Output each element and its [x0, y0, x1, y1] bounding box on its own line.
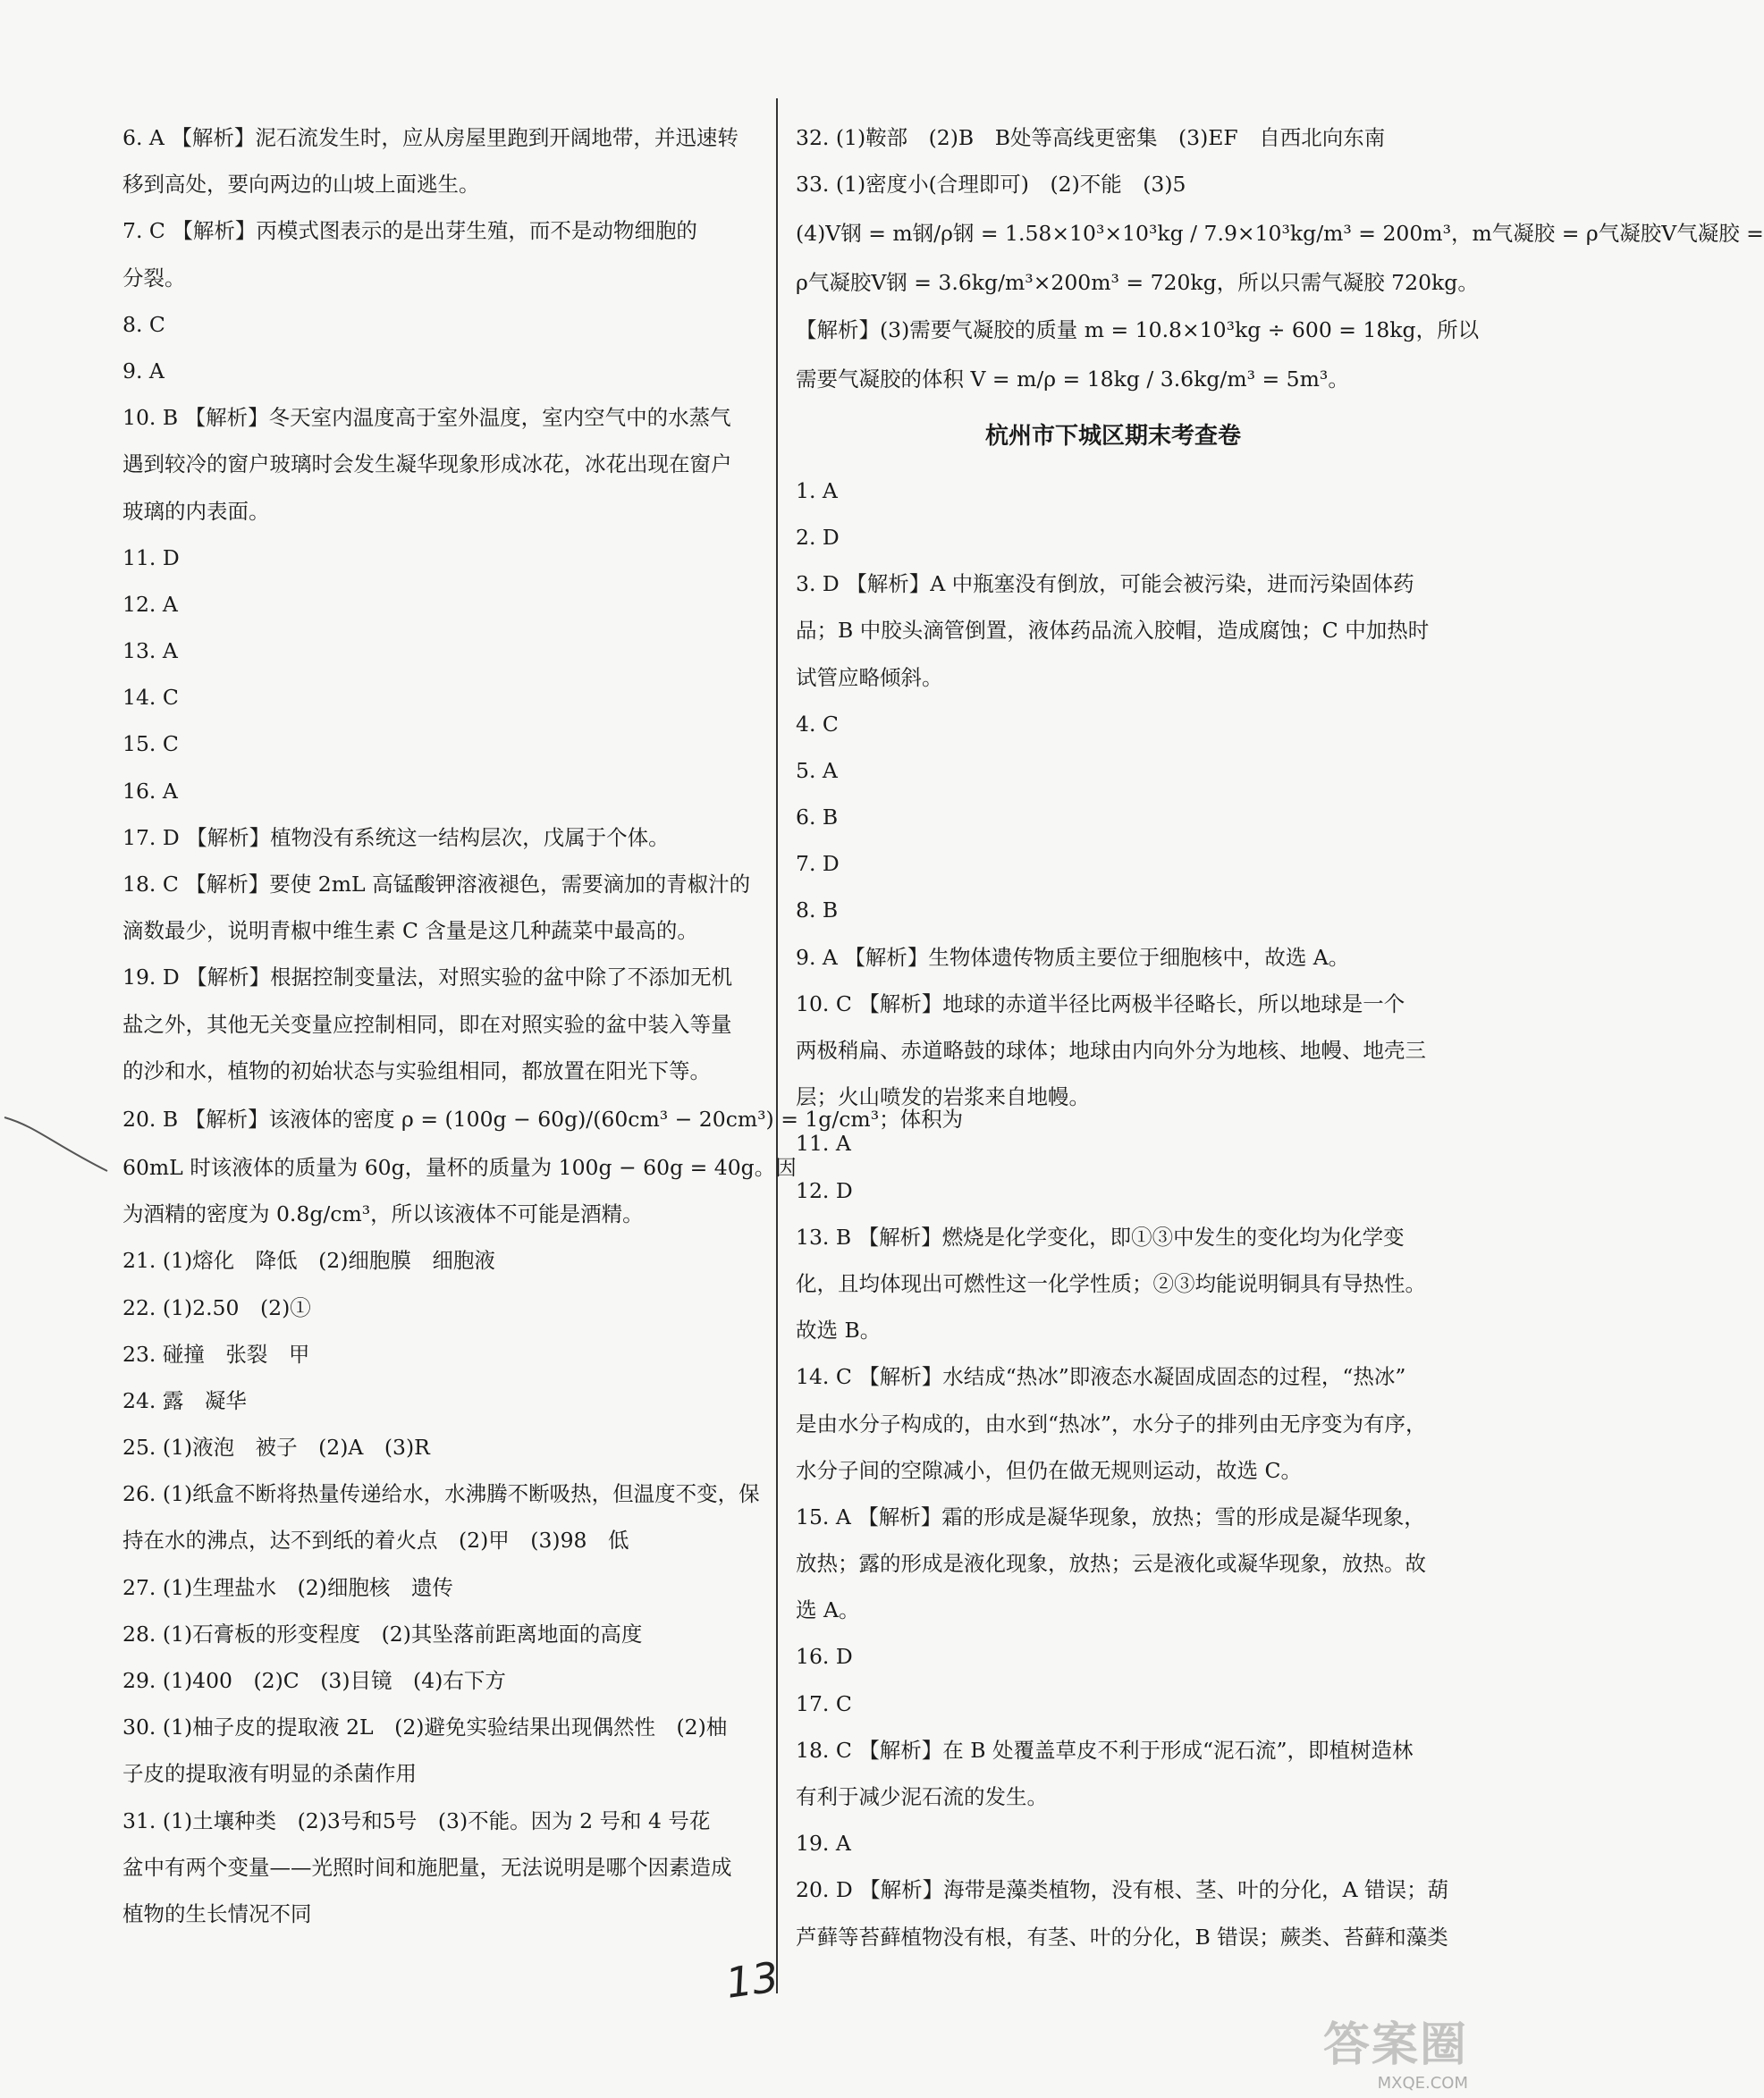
answer-line: 10. C 【解析】地球的赤道半径比两极半径略长，所以地球是一个 — [796, 990, 1405, 1016]
answer-line: 15. C — [122, 731, 179, 757]
answer-line: 盆中有两个变量——光照时间和施肥量，无法说明是哪个因素造成 — [122, 1854, 732, 1880]
answer-line: 13. A — [122, 638, 178, 664]
answer-line: 是由水分子构成的，由水到“热冰”，水分子的排列由无序变为有序， — [796, 1411, 1427, 1437]
answer-line: 盐之外，其他无关变量应控制相同，即在对照实验的盆中装入等量 — [122, 1011, 732, 1037]
answer-line: 8. B — [796, 897, 839, 923]
answer-line: 7. C 【解析】丙模式图表示的是出芽生殖，而不是动物细胞的 — [122, 218, 697, 244]
answer-line: 9. A 【解析】生物体遗传物质主要位于细胞核中，故选 A。 — [796, 944, 1350, 970]
answer-line: 13. B 【解析】燃烧是化学变化，即①③中发生的变化均为化学变 — [796, 1224, 1405, 1250]
section-title: 杭州市下城区期末考查卷 — [984, 422, 1241, 450]
answer-line: 2. D — [796, 524, 840, 550]
answer-line: 12. A — [122, 591, 178, 617]
answer-line: 两极稍扁、赤道略鼓的球体；地球由内向外分为地核、地幔、地壳三 — [796, 1038, 1426, 1063]
right-answer-column — [796, 114, 1764, 1960]
answer-line: 水分子间的空隙减小，但仍在做无规则运动，故选 C。 — [796, 1457, 1302, 1483]
answer-line: 21. (1)熔化 降低 (2)细胞膜 细胞液 — [122, 1248, 495, 1274]
answer-line: 26. (1)纸盒不断将热量传递给水，水沸腾不断吸热，但温度不变，保 — [122, 1481, 760, 1507]
answer-line: 需要气凝胶的体积 V = m/ρ = 18kg / 3.6kg/m³ = 5m³。 — [796, 366, 1349, 392]
answer-line: 23. 碰撞 张裂 甲 — [122, 1341, 310, 1367]
answer-line: 18. C 【解析】要使 2mL 高锰酸钾溶液褪色，需要滴加的青椒汁的 — [122, 872, 751, 897]
answer-line: 33. (1)密度小(合理即可) (2)不能 (3)5 — [796, 172, 1186, 198]
answer-line: 的沙和水，植物的初始状态与实验组相同，都放置在阳光下等。 — [122, 1057, 711, 1083]
answer-line: 12. D — [796, 1177, 853, 1203]
answer-line: 为酒精的密度为 0.8g/cm³，所以该液体不可能是酒精。 — [122, 1201, 644, 1227]
answer-line: 19. A — [796, 1831, 851, 1857]
answer-line: 遇到较冷的窗户玻璃时会发生凝华现象形成冰花，冰花出现在窗户 — [122, 451, 732, 477]
answer-line: 17. C — [796, 1690, 852, 1716]
answer-line: 8. C — [122, 311, 165, 337]
answer-line: 11. D — [122, 544, 180, 570]
watermark-logo: 答案圈 — [1322, 2018, 1468, 2072]
answer-line: 22. (1)2.50 (2)① — [122, 1294, 311, 1320]
answer-line: 15. A 【解析】霜的形成是凝华现象，放热；雪的形成是凝华现象， — [796, 1504, 1425, 1529]
answer-line: 7. D — [796, 851, 840, 877]
answer-line: 28. (1)石膏板的形变程度 (2)其坠落前距离地面的高度 — [122, 1621, 643, 1647]
answer-line: 14. C — [122, 685, 179, 711]
right-bottom-answers — [796, 468, 1449, 1960]
answer-line: 10. B 【解析】冬天室内温度高于室外温度，室内空气中的水蒸气 — [122, 405, 731, 431]
answer-line: 11. A — [796, 1131, 851, 1157]
answer-line: 19. D 【解析】根据控制变量法，对照实验的盆中除了不添加无机 — [122, 965, 733, 990]
answer-line: 20. D 【解析】海带是藻类植物，没有根、茎、叶的分化，A 错误；葫 — [796, 1877, 1449, 1903]
right-top-answers — [796, 114, 1764, 405]
answer-line: 4. C — [796, 711, 839, 737]
answer-line: 植物的生长情况不同 — [122, 1900, 312, 1926]
answer-line: 品；B 中胶头滴管倒置，液体药品流入胶帽，造成腐蚀；C 中加热时 — [796, 618, 1430, 644]
answer-line: 持在水的沸点，达不到纸的着火点 (2)甲 (3)98 低 — [122, 1528, 629, 1554]
answer-line: 芦藓等苔藓植物没有根，有茎、叶的分化，B 错误；蕨类、苔藓和藻类 — [796, 1924, 1448, 1950]
answer-line: 6. A 【解析】泥石流发生时，应从房屋里跑到开阔地带，并迅速转 — [122, 125, 739, 150]
answer-line: 16. A — [122, 778, 178, 804]
watermark — [1323, 2007, 1468, 2093]
answer-line: 31. (1)土壤种类 (2)3号和5号 (3)不能。因为 2 号和 4 号花 — [122, 1807, 711, 1833]
answer-line: 17. D 【解析】植物没有系统这一结构层次，戊属于个体。 — [122, 824, 670, 850]
answer-line: 滴数最少，说明青椒中维生素 C 含量是这几种蔬菜中最高的。 — [122, 918, 698, 944]
answer-line: 6. B — [796, 805, 839, 830]
answer-line: 层；火山喷发的岩浆来自地幔。 — [796, 1084, 1090, 1110]
answer-line: 30. (1)柚子皮的提取液 2L (2)避免实验结果出现偶然性 (2)柚 — [122, 1715, 728, 1740]
answer-line: 16. D — [796, 1644, 853, 1670]
answer-line: 60mL 时该液体的质量为 60g，量杯的质量为 100g − 60g = 40g。因 — [122, 1154, 797, 1180]
answer-line: 32. (1)鞍部 (2)B B处等高线更密集 (3)EF 自西北向东南 — [796, 125, 1386, 150]
answer-line: 27. (1)生理盐水 (2)细胞核 遗传 — [122, 1574, 453, 1600]
answer-line: 【解析】(3)需要气凝胶的质量 m = 10.8×10³kg ÷ 600 = 18kg，所以 — [796, 316, 1480, 342]
scan-pen-mark — [0, 1108, 116, 1180]
answer-line: 有利于减少泥石流的发生。 — [796, 1784, 1048, 1809]
answer-line: 18. C 【解析】在 B 处覆盖草皮不利于形成“泥石流”，即植树造林 — [796, 1737, 1414, 1763]
answer-line: 14. C 【解析】水结成“热冰”即液态水凝固成固态的过程，“热冰” — [796, 1364, 1406, 1390]
answer-line: 25. (1)液泡 被子 (2)A (3)R — [122, 1435, 430, 1461]
page-number: 13 — [722, 1952, 782, 2008]
answer-line: 5. A — [796, 757, 838, 783]
answer-line: (4)V钢 = m钢/ρ钢 = 1.58×10³×10³kg / 7.9×10³kg/m³ = 200m³，m气凝胶 = ρ气凝胶V气凝胶 = — [796, 221, 1764, 247]
column-divider — [776, 98, 778, 1993]
answer-line: 24. 露 凝华 — [122, 1387, 247, 1413]
answer-line: 9. A — [122, 358, 165, 383]
answer-line: 3. D 【解析】A 中瓶塞没有倒放，可能会被污染，进而污染固体药 — [796, 571, 1414, 597]
answer-line: 子皮的提取液有明显的杀菌作用 — [122, 1761, 417, 1787]
answer-line: 20. B 【解析】该液体的密度 ρ = (100g − 60g)/(60cm³ − 20cm³) = 1g/cm³；体积为 — [122, 1106, 964, 1132]
answer-line: 移到高处，要向两边的山坡上面逃生。 — [122, 172, 480, 198]
answer-line: ρ气凝胶V钢 = 3.6kg/m³×200m³ = 720kg，所以只需气凝胶 720kg。 — [796, 270, 1479, 296]
watermark-url: MXQE.COM — [1377, 2074, 1468, 2093]
answer-line: 化，且均体现出可燃性这一化学性质；②③均能说明铜具有导热性。 — [796, 1270, 1426, 1296]
answer-line: 1. A — [796, 477, 838, 503]
answer-line: 29. (1)400 (2)C (3)目镜 (4)右下方 — [122, 1668, 506, 1693]
answer-line: 试管应略倾斜。 — [796, 664, 943, 690]
answer-line: 故选 B。 — [796, 1318, 882, 1344]
answer-line: 玻璃的内表面。 — [122, 498, 270, 524]
answer-line: 分裂。 — [122, 265, 186, 291]
answer-line: 放热；露的形成是液化现象，放热；云是液化或凝华现象，放热。故 — [796, 1551, 1426, 1577]
answer-line: 选 A。 — [796, 1597, 860, 1623]
